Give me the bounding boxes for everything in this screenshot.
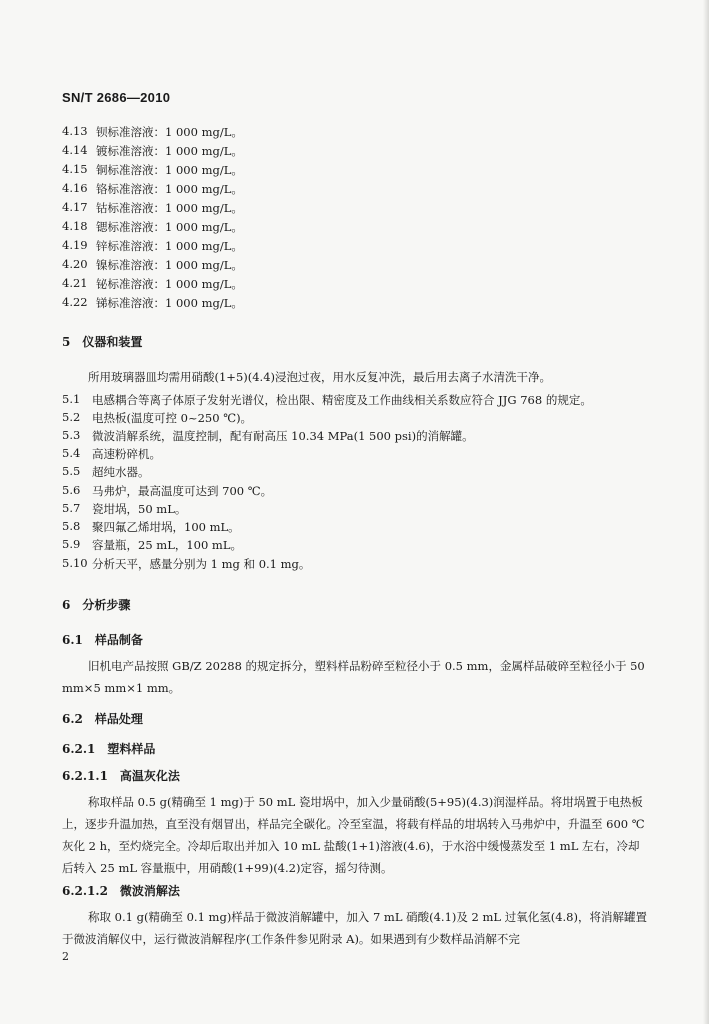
list-item: 4.13 钡标准溶液：1 000 mg/L。 — [62, 124, 243, 139]
section-6-2-1-1-text: 称取样品 0.5 g(精确至 1 mg)于 50 mL 瓷坩埚中，加入少量硝酸(5+95)(4.3)润湿样品。将坩埚置于电热板上，逐步升温加热，直至没有烟冒出，样品完全碳化。冷至室温，将载有样品的坩埚转入马弗炉中，升温至 600 ℃灰化 2 h，至灼烧完全。冷却后取出并加入 10 mL 盐酸(1+1)溶液(4.6)，于水浴中缓慢蒸发至 1 mL 左右，冷却后转入 25 mL 容量瓶中，用硝酸(1+99)(4.2)定容，摇匀待测。 — [62, 795, 645, 875]
list-item: 5.4 高速粉碎机。 — [62, 446, 161, 461]
section-6-2-1-1-heading: 6.2.1.1 高温灰化法 — [62, 769, 180, 783]
list-item: 4.19 锌标准溶液：1 000 mg/L。 — [62, 238, 243, 253]
standard-code: SN/T 2686—2010 — [62, 90, 171, 105]
scan-edge-shadow — [703, 0, 709, 1024]
section-6-2-1-2-text: 称取 0.1 g(精确至 0.1 mg)样品于微波消解罐中，加入 7 mL 硝酸(4.1)及 2 mL 过氧化氢(4.8)，将消解罐置于微波消解仪中，运行微波消解程序(工作条件参见附录 A)。如果遇到有少数样品消解不完 — [62, 910, 647, 946]
list-item: 5.2 电热板(温度可控 0~250 ℃)。 — [62, 410, 253, 425]
section-5-heading: 5 仪器和装置 — [62, 335, 143, 349]
list-item: 5.1 电感耦合等离子体原子发射光谱仪，检出限、精密度及工作曲线相关系数应符合 JJG 768 的规定。 — [62, 392, 592, 407]
list-item: 5.5 超纯水器。 — [62, 464, 150, 479]
section-6-1-heading: 6.1 样品制备 — [62, 633, 143, 647]
section-5-intro: 所用玻璃器皿均需用硝酸(1+5)(4.4)浸泡过夜，用水反复冲洗，最后用去离子水清洗干净。 — [88, 370, 551, 384]
section-6-2-1-heading: 6.2.1 塑料样品 — [62, 742, 156, 756]
list-item: 5.3 微波消解系统，温度控制，配有耐高压 10.34 MPa(1 500 psi)的消解罐。 — [62, 428, 474, 443]
list-item: 4.20 镍标准溶液：1 000 mg/L。 — [62, 257, 243, 272]
list-item: 4.18 锶标准溶液：1 000 mg/L。 — [62, 219, 243, 234]
list-item: 4.21 铋标准溶液：1 000 mg/L。 — [62, 276, 243, 291]
list-item: 5.7 瓷坩埚，50 mL。 — [62, 501, 187, 516]
list-item: 4.15 铜标准溶液：1 000 mg/L。 — [62, 162, 243, 177]
section-6-heading: 6 分析步骤 — [62, 598, 131, 612]
list-item: 4.22 锑标准溶液：1 000 mg/L。 — [62, 295, 243, 310]
section-6-1-text: 旧机电产品按照 GB/Z 20288 的规定拆分，塑料样品粉碎至粒径小于 0.5 mm，金属样品破碎至粒径小于 50 mm×5 mm×1 mm。 — [62, 659, 645, 695]
page-number: 2 — [62, 950, 69, 963]
list-item: 4.14 镀标准溶液：1 000 mg/L。 — [62, 143, 243, 158]
list-item: 5.8 聚四氟乙烯坩埚，100 mL。 — [62, 519, 240, 534]
list-item: 4.16 铬标准溶液：1 000 mg/L。 — [62, 181, 243, 196]
list-item: 4.17 钴标准溶液：1 000 mg/L。 — [62, 200, 243, 215]
list-item: 5.6 马弗炉，最高温度可达到 700 ℃。 — [62, 483, 273, 498]
list-item: 5.10 分析天平，感量分别为 1 mg 和 0.1 mg。 — [62, 556, 311, 571]
section-6-2-1-2-heading: 6.2.1.2 微波消解法 — [62, 884, 180, 898]
section-6-2-heading: 6.2 样品处理 — [62, 712, 143, 726]
list-item: 5.9 容量瓶，25 mL，100 mL。 — [62, 537, 242, 552]
